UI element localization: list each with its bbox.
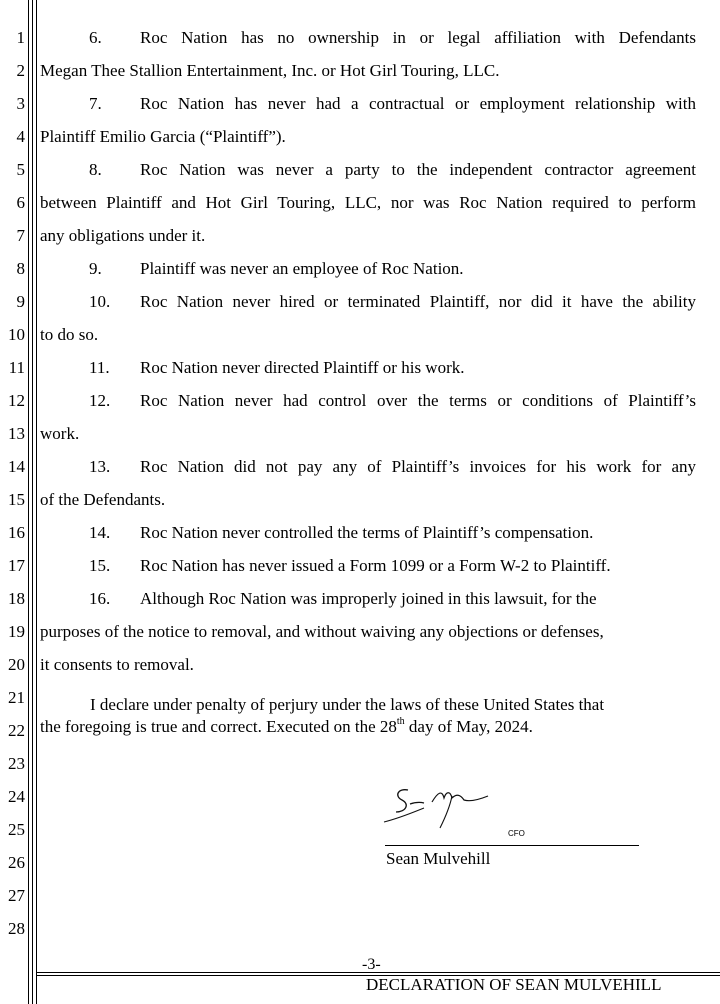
paragraph-first-line: Plaintiff was never an employee of Roc Nation. xyxy=(140,259,464,278)
left-margin-rule-outer xyxy=(28,0,29,1004)
paragraph-number: 14. xyxy=(89,523,111,542)
paragraph-line: work. xyxy=(40,424,80,443)
footer-title: DECLARATION OF SEAN MULVEHILL xyxy=(366,975,662,994)
line-number: 15 xyxy=(8,490,25,509)
line-number: 3 xyxy=(16,94,25,113)
declaration xyxy=(40,695,696,737)
line-number: 26 xyxy=(8,853,25,872)
line-number: 1 xyxy=(16,28,25,47)
paragraph-number: 10. xyxy=(89,292,111,311)
line-number: 8 xyxy=(16,259,25,278)
line-number: 13 xyxy=(8,424,25,443)
line-number: 14 xyxy=(8,457,25,476)
paragraph-first-line: Roc Nation has never issued a Form 1099 or a Form W-2 to Plaintiff. xyxy=(140,556,611,575)
line-number: 6 xyxy=(16,193,25,212)
line-number: 18 xyxy=(8,589,25,608)
line-number: 24 xyxy=(8,787,25,806)
paragraph-number: 12. xyxy=(89,391,111,410)
paragraph-number: 13. xyxy=(89,457,111,476)
paragraph-number: 6. xyxy=(89,28,102,47)
paragraph-first-line: Roc Nation never had control over the terms or conditions of Plaintiff’s xyxy=(140,391,696,410)
paragraph-first-line: Roc Nation has never had a contractual or employment relationship with xyxy=(140,94,696,113)
line-number: 5 xyxy=(16,160,25,179)
paragraph-first-line: Although Roc Nation was improperly joined in this lawsuit, for the xyxy=(140,589,597,608)
signature-line xyxy=(385,845,639,846)
paragraph-first-line: Roc Nation has no ownership in or legal affiliation with Defendants xyxy=(140,28,696,47)
paragraph-number: 9. xyxy=(89,259,102,278)
line-number: 27 xyxy=(8,886,25,905)
line-number: 11 xyxy=(8,358,25,377)
paragraph-number: 15. xyxy=(89,556,111,575)
paragraph-line: purposes of the notice to removal, and without waiving any objections or defenses, xyxy=(40,622,604,641)
paragraph-line: it consents to removal. xyxy=(40,655,194,674)
paragraph-line: of the Defendants. xyxy=(40,490,166,509)
line-number: 22 xyxy=(8,721,25,740)
line-number: 12 xyxy=(8,391,25,410)
signer-title: CFO xyxy=(508,829,525,838)
paragraph-first-line: Roc Nation was never a party to the independent contractor agreement xyxy=(140,160,696,179)
line-number: 4 xyxy=(16,127,25,146)
line-number: 2 xyxy=(16,61,25,80)
line-number: 21 xyxy=(8,688,25,707)
paragraph-number: 8. xyxy=(89,160,102,179)
ordinal-suffix: th xyxy=(396,716,405,728)
paragraph-first-line: Roc Nation never controlled the terms of Plaintiff’s compensation. xyxy=(140,523,594,542)
declaration-line-2 xyxy=(40,717,696,737)
line-number: 25 xyxy=(8,820,25,839)
signature-scrawl xyxy=(380,782,510,832)
line-number: 17 xyxy=(8,556,25,575)
declaration-line-1: I declare under penalty of perjury under the laws of these United States that xyxy=(90,695,605,714)
paragraph-number: 7. xyxy=(89,94,102,113)
paragraph-line: between Plaintiff and Hot Girl Touring, LLC, nor was Roc Nation required to perform xyxy=(40,193,696,212)
paragraph-line: to do so. xyxy=(40,325,99,344)
page-number: -3- xyxy=(362,956,381,973)
line-number: 16 xyxy=(8,523,25,542)
left-margin-rule-3 xyxy=(36,0,37,1004)
left-margin-rule-inner xyxy=(32,0,33,1004)
declaration-text-end: day of May, 2024. xyxy=(404,717,533,736)
paragraph-first-line: Roc Nation never hired or terminated Plaintiff, nor did it have the ability xyxy=(140,292,696,311)
line-number: 23 xyxy=(8,754,25,773)
line-number: 7 xyxy=(16,226,25,245)
paragraph-line: Plaintiff Emilio Garcia (“Plaintiff”). xyxy=(40,127,286,146)
paragraph-number: 16. xyxy=(89,589,111,608)
paragraph-number: 11. xyxy=(89,358,110,377)
line-number: 28 xyxy=(8,919,25,938)
paragraph-line: Megan Thee Stallion Entertainment, Inc. or Hot Girl Touring, LLC. xyxy=(40,61,500,80)
line-number: 19 xyxy=(8,622,25,641)
line-number: 9 xyxy=(16,292,25,311)
paragraph-first-line: Roc Nation never directed Plaintiff or his work. xyxy=(140,358,465,377)
signer-name: Sean Mulvehill xyxy=(386,849,491,868)
paragraph-first-line: Roc Nation did not pay any of Plaintiff’s invoices for his work for any xyxy=(140,457,696,476)
line-number: 20 xyxy=(8,655,25,674)
line-number: 10 xyxy=(8,325,25,344)
declaration-text: the foregoing is true and correct. Executed on the 28 xyxy=(40,717,397,736)
paragraph-line: any obligations under it. xyxy=(40,226,206,245)
